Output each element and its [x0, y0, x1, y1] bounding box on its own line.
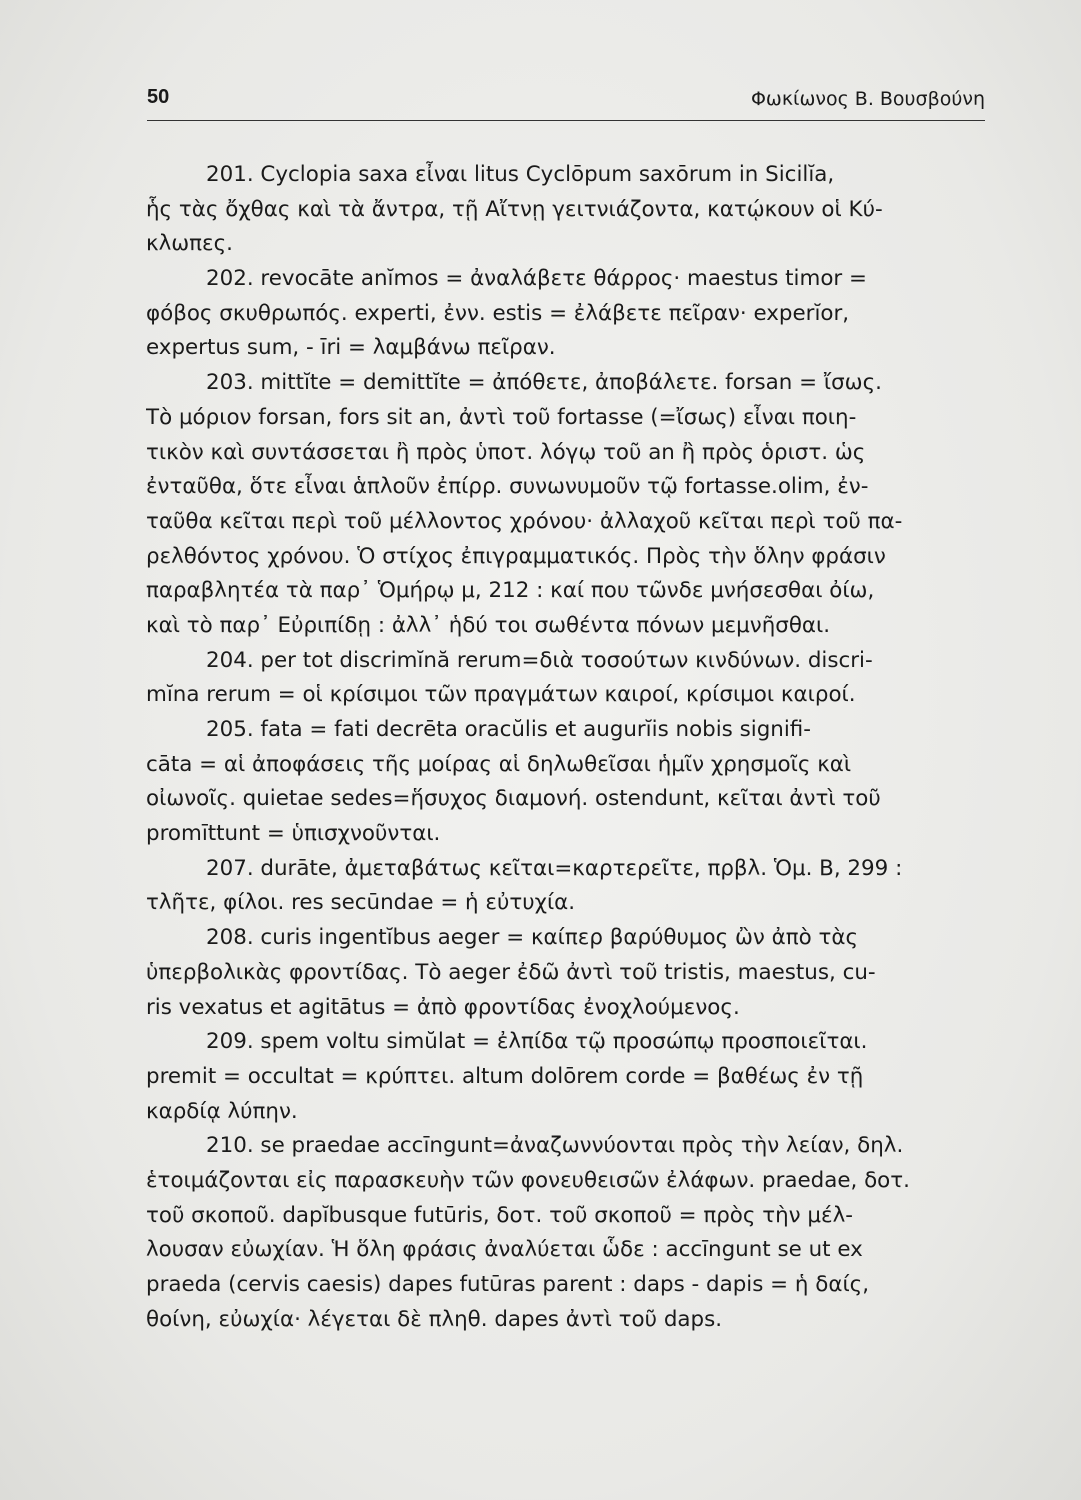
- text-line: ρελθόντος χρόνου. Ὁ στίχος ἐπιγραμματικός. Πρὸς τὴν ὅλην φράσιν: [146, 543, 886, 569]
- commentary-text: [146, 158, 988, 1337]
- paragraph-start-line: 210. se praedae accīngunt=ἀναζωννύονται πρὸς τὴν λείαν, δηλ.: [206, 1133, 904, 1159]
- page-number: 50: [147, 86, 170, 108]
- text-line: Τὸ μόριον forsan, fors sit an, ἀντὶ τοῦ fortasse (=ἴσως) εἶναι ποιη-: [146, 404, 857, 430]
- text-line: cāta = αἱ ἀποφάσεις τῆς μοίρας αἱ δηλωθεῖσαι ἡμῖν χρησμοῖς καὶ: [146, 751, 852, 777]
- text-line: οἰωνοῖς. quietae sedes=ἥσυχος διαμονή. ostendunt, κεῖται ἀντὶ τοῦ: [146, 786, 881, 812]
- paragraph-start-line: 208. curis ingentĭbus aeger = καίπερ βαρύθυμος ὢν ἀπὸ τὰς: [206, 925, 858, 951]
- paragraph-start-line: 202. revocāte anĭmos = ἀναλάβετε θάρρος· maestus timor =: [206, 266, 867, 292]
- text-line: λουσαν εὐωχίαν. Ἡ ὅλη φράσις ἀναλύεται ὧδε : accīngunt se ut ex: [146, 1237, 863, 1263]
- text-line: τικὸν καὶ συντάσσεται ἢ πρὸς ὑποτ. λόγῳ τοῦ an ἢ πρὸς ὁριστ. ὡς: [146, 439, 866, 465]
- text-line: παραβλητέα τὰ παρ᾽ Ὁμήρῳ μ, 212 : καί που τῶνδε μνήσεσθαι ὀίω,: [146, 578, 875, 604]
- text-line: κλωπες.: [146, 231, 233, 257]
- paragraph-start-line: 209. spem voltu simŭlat = ἐλπίδα τῷ προσώπῳ προσποιεῖται.: [206, 1029, 868, 1055]
- text-line: ἧς τὰς ὄχθας καὶ τὰ ἄντρα, τῇ Αἴτνῃ γειτνιάζοντα, κατῴκουν οἱ Κύ-: [146, 196, 883, 222]
- text-line: ὑπερβολικὰς φροντίδας. Τὸ aeger ἐδῶ ἀντὶ τοῦ tristis, maestus, cu-: [146, 959, 876, 985]
- text-line: φόβος σκυθρωπός. experti, ἐνν. estis = ἐλάβετε πεῖραν· experĭor,: [146, 300, 850, 326]
- text-line: ris vexatus et agitātus = ἀπὸ φροντίδας ἐνοχλούμενος.: [146, 994, 740, 1020]
- text-line: praeda (cervis caesis) dapes futūras parent : daps - dapis = ἡ δαίς,: [146, 1272, 870, 1297]
- text-line: mĭna rerum = οἱ κρίσιμοι τῶν πραγμάτων καιροί, κρίσιμοι καιροί.: [146, 682, 856, 708]
- paragraph-start-line: 203. mittĭte = demittĭte = ἀπόθετε, ἀποβάλετε. forsan = ἴσως.: [206, 370, 882, 396]
- text-line: ἑτοιμάζονται εἰς παρασκευὴν τῶν φονευθεισῶν ἐλάφων. praedae, δοτ.: [146, 1167, 910, 1193]
- text-line: ἐνταῦθα, ὅτε εἶναι ἁπλοῦν ἐπίρρ. συνωνυμοῦν τῷ fortasse.olim, ἐν-: [146, 474, 869, 500]
- paragraph-start-line: 201. Cyclopia saxa εἶναι litus Cyclōpum saxōrum in Sicilĭa,: [206, 162, 835, 187]
- text-line: premit = occultat = κρύπτει. altum dolōrem corde = βαθέως ἐν τῇ: [146, 1063, 864, 1089]
- text-line: θοίνη, εὐωχία· λέγεται δὲ πληθ. dapes ἀντὶ τοῦ daps.: [146, 1306, 723, 1332]
- text-line: promīttunt = ὑπισχνοῦνται.: [146, 821, 441, 847]
- text-line: ταῦθα κεῖται περὶ τοῦ μέλλοντος χρόνου· ἀλλαχοῦ κεῖται περὶ τοῦ πα-: [146, 508, 903, 534]
- text-line: τλῆτε, φίλοι. res secūndae = ἡ εὐτυχία.: [146, 890, 576, 916]
- text-line: expertus sum, - īri = λαμβάνω πεῖραν.: [146, 335, 556, 361]
- running-head: [147, 86, 985, 121]
- paragraph-start-line: 205. fata = fati decrēta oracŭlis et augurĭis nobis signifi-: [206, 717, 811, 742]
- text-line: καρδίᾳ λύπην.: [146, 1098, 298, 1124]
- paragraph-start-line: 207. durāte, ἀμεταβάτως κεῖται=καρτερεῖτε, πρβλ. Ὁμ. Β, 299 :: [206, 855, 903, 881]
- paragraph-start-line: 204. per tot discrimĭnă rerum=διὰ τοσούτων κινδύνων. discri-: [206, 647, 873, 673]
- text-line: καὶ τὸ παρ᾽ Εὐριπίδῃ : ἀλλ᾽ ἡδύ τοι σωθέντα πόνων μεμνῆσθαι.: [146, 612, 831, 638]
- text-line: τοῦ σκοποῦ. dapĭbusque futūris, δοτ. τοῦ σκοποῦ = πρὸς τὴν μέλ-: [146, 1202, 853, 1228]
- running-head-author: Φωκίωνος Β. Βουσβούνη: [750, 88, 985, 110]
